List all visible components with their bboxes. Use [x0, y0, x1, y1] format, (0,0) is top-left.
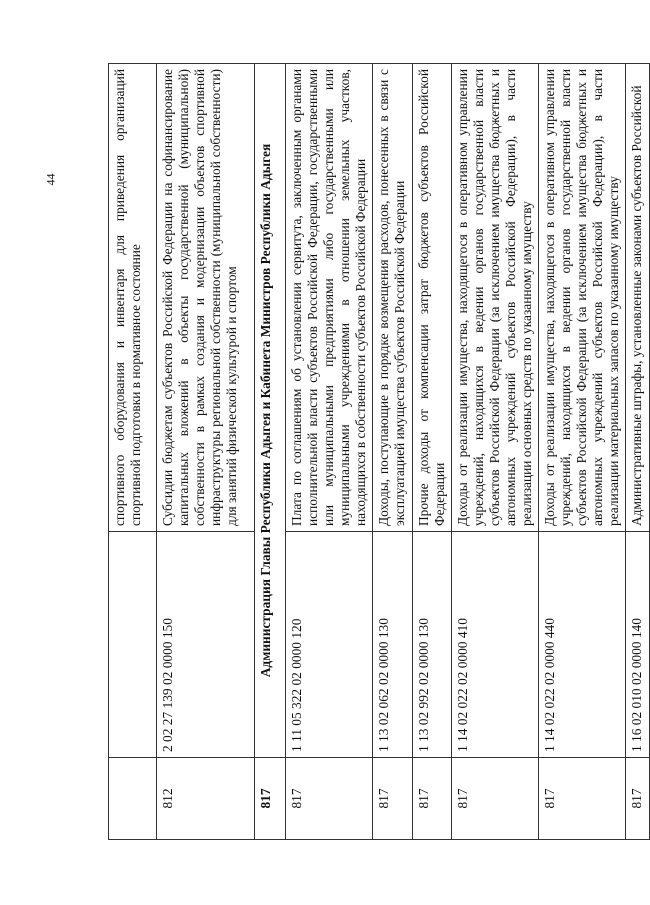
revenue-code-cell: 1 14 02 022 02 0000 410	[451, 532, 538, 758]
description-cell: Плата по соглашениям об установлении сервитута, заключенным органами исполнительной власти субъектов Российской Федерации, государственными или муниципальными предприятиями либо государственными или муниципальными учреждениями в отношении земельных участков, находящихся в собственности субъектов Российской Федерации	[286, 64, 373, 532]
admin-code-cell: 817	[286, 758, 373, 840]
page-number: 44	[43, 173, 58, 186]
revenue-code-cell: 1 16 02 010 02 0000 140	[626, 532, 649, 758]
table-row	[626, 64, 649, 840]
revenue-code-cell: 2 02 27 139 02 0000 150	[157, 532, 255, 758]
admin-code-cell: 817	[412, 758, 451, 840]
revenue-code-cell: 1 11 05 322 02 0000 120	[286, 532, 373, 758]
revenue-code-cell: 1 14 02 022 02 0000 440	[539, 532, 626, 758]
description-cell: Доходы от реализации имущества, находящегося в оперативном управлении учреждений, находящихся в ведении органов государственной власти субъектов Российской Федерации (за исключением имущества бюджетных и автономных учреждений субъектов Российской Федерации), в части реализации материальных запасов по указанному имуществу	[539, 64, 626, 532]
description-cell: Субсидии бюджетам субъектов Российской Федерации на софинансирование капитальных вложений в объекты государственной (муниципальной) собственности в рамках создания и модернизации объектов спортивной инфраструктуры региональной собственности (муниципальной собственности) для занятий физической культурой и спортом	[157, 64, 255, 532]
table-row	[451, 64, 538, 840]
description-cell: Прочие доходы от компенсации затрат бюджетов субъектов Российской Федерации	[412, 64, 451, 532]
table-row	[157, 64, 255, 840]
administrator-title: Администрация Главы Республики Адыгея и Кабинета Министров Республики Адыгея	[255, 64, 286, 758]
table-row	[412, 64, 451, 840]
table-row	[373, 64, 412, 840]
admin-code-cell: 812	[157, 758, 255, 840]
table-row	[109, 64, 157, 840]
revenue-code-cell: 1 13 02 992 02 0000 130	[412, 532, 451, 758]
rotated-table-sheet	[108, 64, 645, 840]
administrator-header-row	[255, 64, 286, 840]
description-cell: Административные штрафы, установленные законами субъектов Российской	[626, 64, 649, 532]
admin-code-cell	[109, 758, 157, 840]
description-cell: Доходы, поступающие в порядке возмещения расходов, понесенных в связи с эксплуатацией имущества субъектов Российской Федерации	[373, 64, 412, 532]
table-row	[539, 64, 626, 840]
revenue-code-cell: 1 13 02 062 02 0000 130	[373, 532, 412, 758]
admin-code-cell: 817	[255, 758, 286, 840]
revenue-code-cell	[109, 532, 157, 758]
admin-code-cell: 817	[626, 758, 649, 840]
revenue-codes-table	[108, 63, 650, 840]
table-row	[286, 64, 373, 840]
description-cell: Доходы от реализации имущества, находящегося в оперативном управлении учреждений, находящихся в ведении органов государственной власти субъектов Российской Федерации (за исключением имущества бюджетных и автономных учреждений субъектов Российской Федерации), в части реализации основных средств по указанному имуществу	[451, 64, 538, 532]
admin-code-cell: 817	[539, 758, 626, 840]
description-cell: спортивного оборудования и инвентаря для приведения организаций спортивной подготовки в нормативное состояние	[109, 64, 157, 532]
admin-code-cell: 817	[451, 758, 538, 840]
admin-code-cell: 817	[373, 758, 412, 840]
